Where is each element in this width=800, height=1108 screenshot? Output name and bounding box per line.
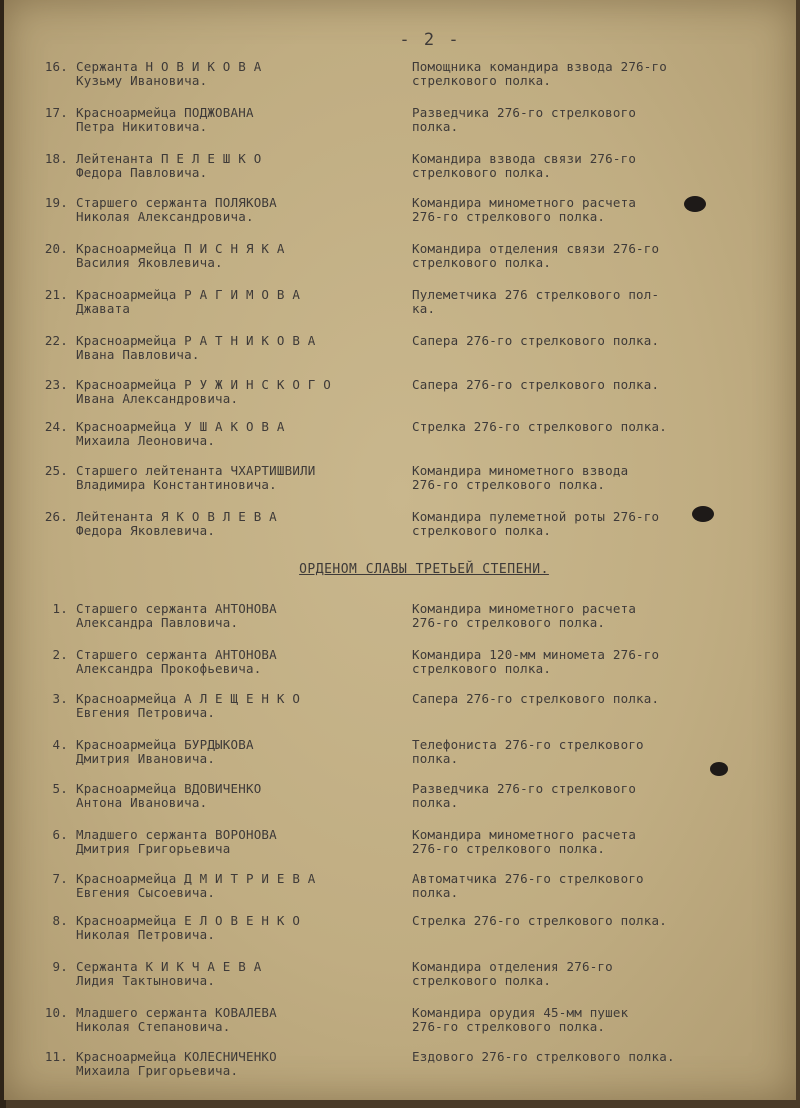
position-line: полка.: [412, 885, 459, 900]
name-line: Александра Павловича.: [76, 615, 239, 630]
name-line: Евгения Сысоевича.: [76, 885, 216, 900]
recipient-position: [412, 602, 752, 630]
recipient-position: [412, 648, 752, 676]
position-line: Командира отделения 276-го: [412, 959, 613, 974]
position-line: Командира минометного взвода: [412, 463, 629, 478]
position-line: Помощника командира взвода 276-го: [412, 59, 667, 74]
recipient-name: [76, 464, 396, 492]
recipient-name: [76, 782, 396, 810]
ink-blot: [710, 762, 728, 776]
name-line: Младшего сержанта ВОРОНОВА: [76, 827, 277, 842]
recipient-position: [412, 60, 752, 88]
name-line: Дмитрия Ивановича.: [76, 751, 216, 766]
name-line: Лейтенанта Я К О В Л Е В А: [76, 509, 277, 524]
section-heading: ОРДЕНОМ СЛАВЫ ТРЕТЬЕЙ СТЕПЕНИ.: [299, 562, 549, 577]
name-line: Михаила Григорьевича.: [76, 1063, 239, 1078]
name-line: Федора Павловича.: [76, 165, 208, 180]
position-line: полка.: [412, 795, 459, 810]
name-line: Старшего лейтенанта ЧХАРТИШВИЛИ: [76, 463, 316, 478]
recipient-position: [412, 692, 752, 706]
page-number: - 2 -: [399, 30, 461, 50]
recipient-position: [412, 1050, 752, 1064]
recipient-name: [76, 960, 396, 988]
position-line: 276-го стрелкового полка.: [412, 615, 606, 630]
name-line: Красноармейца ПОДЖОВАНА: [76, 105, 254, 120]
recipient-name: [76, 692, 396, 720]
name-line: Лейтенанта П Е Л Е Ш К О: [76, 151, 262, 166]
recipient-position: [412, 242, 752, 270]
entry-number: 18.: [44, 151, 68, 166]
document-page: [4, 0, 796, 1100]
name-line: Петра Никитовича.: [76, 119, 208, 134]
recipient-name: [76, 1050, 396, 1078]
name-line: Красноармейца Р А Т Н И К О В А: [76, 333, 316, 348]
position-line: Пулеметчика 276 стрелкового пол-: [412, 287, 660, 302]
recipient-position: [412, 378, 752, 392]
recipient-name: [76, 242, 396, 270]
position-line: Сапера 276-го стрелкового полка.: [412, 377, 660, 392]
recipient-position: [412, 782, 752, 810]
name-line: Дмитрия Григорьевича: [76, 841, 231, 856]
recipient-name: [76, 914, 396, 942]
name-line: Красноармейца Р У Ж И Н С К О Г О: [76, 377, 331, 392]
recipient-name: [76, 1006, 396, 1034]
recipient-name: [76, 106, 396, 134]
position-line: Командира орудия 45-мм пушек: [412, 1005, 629, 1020]
recipient-name: [76, 420, 396, 448]
name-line: Николая Петровича.: [76, 927, 216, 942]
position-line: 276-го стрелкового полка.: [412, 841, 606, 856]
recipient-position: [412, 872, 752, 900]
position-line: Командира пулеметной роты 276-го: [412, 509, 660, 524]
name-line: Красноармейца Д М И Т Р И Е В А: [76, 871, 316, 886]
entry-number: 19.: [44, 195, 68, 210]
position-line: Ездового 276-го стрелкового полка.: [412, 1049, 675, 1064]
name-line: Красноармейца Е Л О В Е Н К О: [76, 913, 301, 928]
recipient-name: [76, 152, 396, 180]
entry-number: 17.: [44, 105, 68, 120]
name-line: Сержанта Н О В И К О В А: [76, 59, 262, 74]
name-line: Михаила Леоновича.: [76, 433, 216, 448]
position-line: Командира минометного расчета: [412, 601, 637, 616]
name-line: Василия Яковлевича.: [76, 255, 223, 270]
position-line: стрелкового полка.: [412, 523, 552, 538]
entry-number: 8.: [52, 913, 68, 928]
name-line: Джавата: [76, 301, 131, 316]
name-line: Лидия Тактыновича.: [76, 973, 216, 988]
recipient-position: [412, 420, 752, 434]
name-line: Николая Александровича.: [76, 209, 254, 224]
position-line: 276-го стрелкового полка.: [412, 209, 606, 224]
name-line: Александра Прокофьевича.: [76, 661, 262, 676]
position-line: Командира минометного расчета: [412, 195, 637, 210]
recipient-position: [412, 288, 752, 316]
position-line: ка.: [412, 301, 436, 316]
recipient-name: [76, 378, 396, 406]
position-line: стрелкового полка.: [412, 661, 552, 676]
entry-number: 11.: [44, 1049, 68, 1064]
recipient-name: [76, 872, 396, 900]
position-line: Стрелка 276-го стрелкового полка.: [412, 913, 667, 928]
entry-number: 21.: [44, 287, 68, 302]
name-line: Красноармейца Р А Г И М О В А: [76, 287, 301, 302]
recipient-name: [76, 828, 396, 856]
name-line: Красноармейца ВДОВИЧЕНКО: [76, 781, 262, 796]
entry-number: 6.: [52, 827, 68, 842]
recipient-position: [412, 334, 752, 348]
entry-number: 26.: [44, 509, 68, 524]
recipient-position: [412, 1006, 752, 1034]
position-line: полка.: [412, 751, 459, 766]
recipient-name: [76, 196, 396, 224]
entry-number: 9.: [52, 959, 68, 974]
position-line: Сапера 276-го стрелкового полка.: [412, 691, 660, 706]
entry-number: 24.: [44, 419, 68, 434]
position-line: Разведчика 276-го стрелкового: [412, 781, 637, 796]
name-line: Владимира Константиновича.: [76, 477, 277, 492]
entry-number: 22.: [44, 333, 68, 348]
ink-blot: [692, 506, 714, 522]
recipient-position: [412, 152, 752, 180]
position-line: 276-го стрелкового полка.: [412, 1019, 606, 1034]
recipient-name: [76, 510, 396, 538]
recipient-position: [412, 738, 752, 766]
entry-number: 3.: [52, 691, 68, 706]
recipient-position: [412, 960, 752, 988]
position-line: 276-го стрелкового полка.: [412, 477, 606, 492]
position-line: полка.: [412, 119, 459, 134]
position-line: Автоматчика 276-го стрелкового: [412, 871, 644, 886]
entry-number: 23.: [44, 377, 68, 392]
recipient-position: [412, 914, 752, 928]
recipient-position: [412, 464, 752, 492]
recipient-name: [76, 648, 396, 676]
position-line: Телефониста 276-го стрелкового: [412, 737, 644, 752]
name-line: Старшего сержанта ПОЛЯКОВА: [76, 195, 277, 210]
entry-number: 4.: [52, 737, 68, 752]
recipient-position: [412, 828, 752, 856]
name-line: Евгения Петровича.: [76, 705, 216, 720]
position-line: стрелкового полка.: [412, 973, 552, 988]
position-line: стрелкового полка.: [412, 255, 552, 270]
entry-number: 7.: [52, 871, 68, 886]
entry-number: 25.: [44, 463, 68, 478]
recipient-name: [76, 602, 396, 630]
ink-blot: [684, 196, 706, 212]
entry-number: 10.: [44, 1005, 68, 1020]
recipient-name: [76, 288, 396, 316]
name-line: Ивана Павловича.: [76, 347, 200, 362]
position-line: Командира отделения связи 276-го: [412, 241, 660, 256]
name-line: Кузьму Ивановича.: [76, 73, 208, 88]
entry-number: 1.: [52, 601, 68, 616]
name-line: Старшего сержанта АНТОНОВА: [76, 601, 277, 616]
position-line: стрелкового полка.: [412, 165, 552, 180]
name-line: Красноармейца БУРДЫКОВА: [76, 737, 254, 752]
name-line: Сержанта К И К Ч А Е В А: [76, 959, 262, 974]
position-line: Командира взвода связи 276-го: [412, 151, 637, 166]
recipient-name: [76, 60, 396, 88]
position-line: Командира минометного расчета: [412, 827, 637, 842]
name-line: Федора Яковлевича.: [76, 523, 216, 538]
entry-number: 16.: [44, 59, 68, 74]
recipient-name: [76, 738, 396, 766]
name-line: Красноармейца А Л Е Щ Е Н К О: [76, 691, 301, 706]
name-line: Ивана Александровича.: [76, 391, 239, 406]
entry-number: 20.: [44, 241, 68, 256]
name-line: Старшего сержанта АНТОНОВА: [76, 647, 277, 662]
position-line: Сапера 276-го стрелкового полка.: [412, 333, 660, 348]
position-line: Командира 120-мм миномета 276-го: [412, 647, 660, 662]
entry-number: 2.: [52, 647, 68, 662]
name-line: Красноармейца КОЛЕСНИЧЕНКО: [76, 1049, 277, 1064]
position-line: стрелкового полка.: [412, 73, 552, 88]
name-line: Младшего сержанта КОВАЛЕВА: [76, 1005, 277, 1020]
name-line: Красноармейца У Ш А К О В А: [76, 419, 285, 434]
position-line: Разведчика 276-го стрелкового: [412, 105, 637, 120]
name-line: Антона Ивановича.: [76, 795, 208, 810]
recipient-name: [76, 334, 396, 362]
name-line: Николая Степановича.: [76, 1019, 231, 1034]
position-line: Стрелка 276-го стрелкового полка.: [412, 419, 667, 434]
entry-number: 5.: [52, 781, 68, 796]
recipient-position: [412, 106, 752, 134]
name-line: Красноармейца П И С Н Я К А: [76, 241, 285, 256]
